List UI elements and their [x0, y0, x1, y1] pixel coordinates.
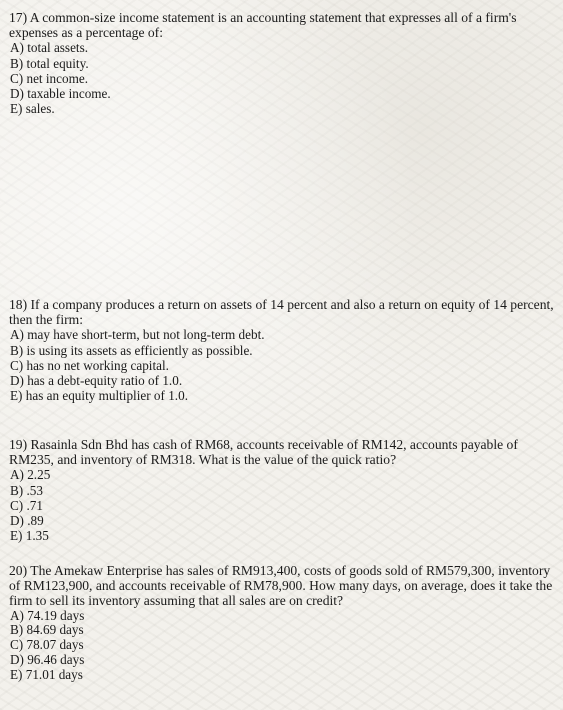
choice-c: C) has no net working capital. — [10, 357, 169, 373]
choice-d: D) .89 — [10, 513, 44, 529]
choice-b: B) .53 — [10, 482, 43, 498]
question-19 — [9, 437, 557, 543]
choice-a: A) may have short-term, but not long-term debt. — [10, 327, 265, 343]
choice-a: A) total assets. — [10, 40, 89, 56]
choice-b: B) total equity. — [10, 55, 89, 71]
choice-a: A) 2.25 — [10, 467, 51, 483]
question-17 — [9, 10, 557, 116]
choice-a: A) 74.19 days — [10, 607, 85, 623]
answer-choices — [9, 467, 557, 543]
question-20 — [9, 563, 557, 683]
choice-c: C) .71 — [10, 497, 43, 513]
choice-e: E) 1.35 — [10, 528, 49, 544]
question-stem: 19) Rasainla Sdn Bhd has cash of RM68, accounts receivable of RM142, accounts payable of RM235, and inventory of RM318. What is the value of the quick ratio? — [9, 437, 518, 468]
choice-b: B) 84.69 days — [10, 622, 84, 638]
choice-c: C) 78.07 days — [10, 637, 84, 653]
choice-d: D) taxable income. — [10, 86, 111, 102]
choice-d: D) 96.46 days — [10, 652, 85, 667]
choice-d: D) has a debt-equity ratio of 1.0. — [10, 373, 183, 389]
choice-e: E) 71.01 days — [10, 666, 83, 682]
question-18 — [9, 297, 557, 403]
answer-choices — [9, 327, 557, 403]
choice-b: B) is using its assets as efficiently as possible. — [10, 342, 253, 358]
answer-choices — [9, 609, 557, 683]
question-stem: 17) A common-size income statement is an accounting statement that expresses all of a firm's expenses as a percentage of: — [9, 10, 517, 41]
choice-e: E) sales. — [10, 101, 55, 117]
choice-c: C) net income. — [10, 70, 89, 86]
answer-choices — [9, 40, 557, 116]
question-stem: 18) If a company produces a return on assets of 14 percent and also a return on equity of 14 percent, then the firm: — [9, 297, 554, 328]
choice-e: E) has an equity multiplier of 1.0. — [10, 388, 188, 404]
question-stem: 20) The Amekaw Enterprise has sales of RM913,400, costs of goods sold of RM579,300, inventory of RM123,900, and accounts receivable of RM78,900. How many days, on average, does it take the firm to sell its inventory assuming that all sales are on credit? — [9, 563, 553, 609]
